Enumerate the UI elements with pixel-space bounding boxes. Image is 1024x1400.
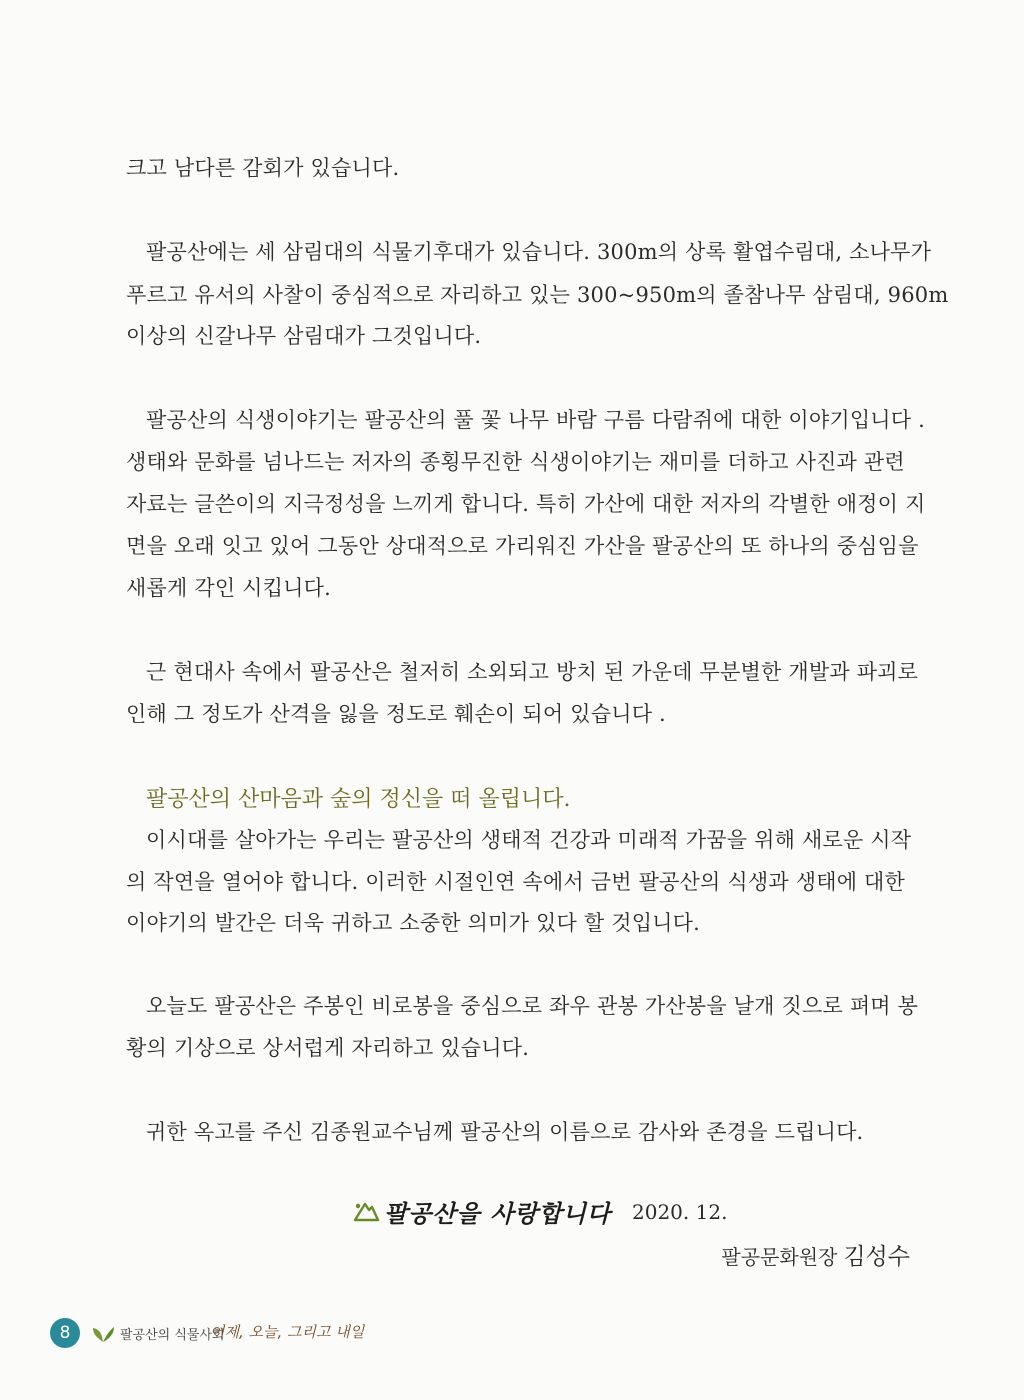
text-line: 팔공산에는 세 삼림대의 식물기후대가 있습니다. 300m의 상록 활엽수림대, 소나무가 (146, 240, 932, 264)
text-line: 이상의 신갈나무 삼림대가 그것입니다. (126, 324, 482, 348)
signature-row (352, 1194, 912, 1230)
author-line (721, 1238, 910, 1271)
text-line: 귀한 옥고를 주신 김종원교수님께 팔공산의 이름으로 감사와 존경을 드립니다. (146, 1120, 864, 1144)
author-name: 김성수 (843, 1244, 910, 1270)
text-line: 황의 기상으로 상서럽게 자리하고 있습니다. (126, 1036, 530, 1060)
text-line: 인해 그 정도가 산격을 잃을 정도로 훼손이 되어 있습니다 . (126, 702, 666, 726)
text-line: 근 현대사 속에서 팔공산은 철저히 소외되고 방치 된 가운데 무분별한 개발과 파괴로 (146, 660, 919, 684)
page-footer (50, 1318, 450, 1350)
text-line: 새롭게 각인 시킵니다. (126, 576, 331, 600)
text-line: 의 작연을 열어야 합니다. 이러한 시절인연 속에서 금번 팔공산의 식생과 생태에 대한 (126, 870, 906, 894)
text-line: 크고 남다른 감회가 있습니다. (126, 156, 400, 180)
book-title: 팔공산의 식물사회 (120, 1328, 225, 1343)
slogan: 팔공산을 사랑합니다 (384, 1200, 612, 1228)
mountain-logo-icon (352, 1198, 380, 1224)
leaf-icon (90, 1322, 116, 1344)
text-line: 오늘도 팔공산은 주봉인 비로봉을 중심으로 좌우 관봉 가산봉을 날개 짓으로 펴며 봉 (146, 994, 919, 1018)
text-line: 면을 오래 잇고 있어 그동안 상대적으로 가리워진 가산을 팔공산의 또 하나의 중심임을 (126, 534, 919, 558)
date: 2020. 12. (632, 1200, 728, 1224)
text-line: 생태와 문화를 넘나드는 저자의 종횡무진한 식생이야기는 재미를 더하고 사진과 관련 (126, 450, 905, 474)
section-heading: 팔공산의 산마음과 숲의 정신을 떠 올립니다. (146, 787, 571, 812)
text-line: 팔공산의 식생이야기는 팔공산의 풀 꽃 나무 바람 구름 다람쥐에 대한 이야기입니다 . (146, 408, 926, 432)
text-line: 자료는 글쓴이의 지극정성을 느끼게 합니다. 특히 가산에 대한 저자의 각별한 애정이 지 (126, 492, 926, 516)
page-number: 8 (50, 1318, 80, 1348)
book-subtitle: 어제, 오늘, 그리고 내일 (210, 1323, 365, 1341)
text-line: 이시대를 살아가는 우리는 팔공산의 생태적 건강과 미래적 가꿈을 위해 새로운 시작 (146, 828, 912, 852)
text-line: 이야기의 발간은 더욱 귀하고 소중한 의미가 있다 할 것입니다. (126, 911, 701, 935)
author-title: 팔공문화원장 (721, 1245, 838, 1269)
text-line: 푸르고 유서의 사찰이 중심적으로 자리하고 있는 300~950m의 졸참나무 삼림대, 960m (126, 283, 949, 307)
